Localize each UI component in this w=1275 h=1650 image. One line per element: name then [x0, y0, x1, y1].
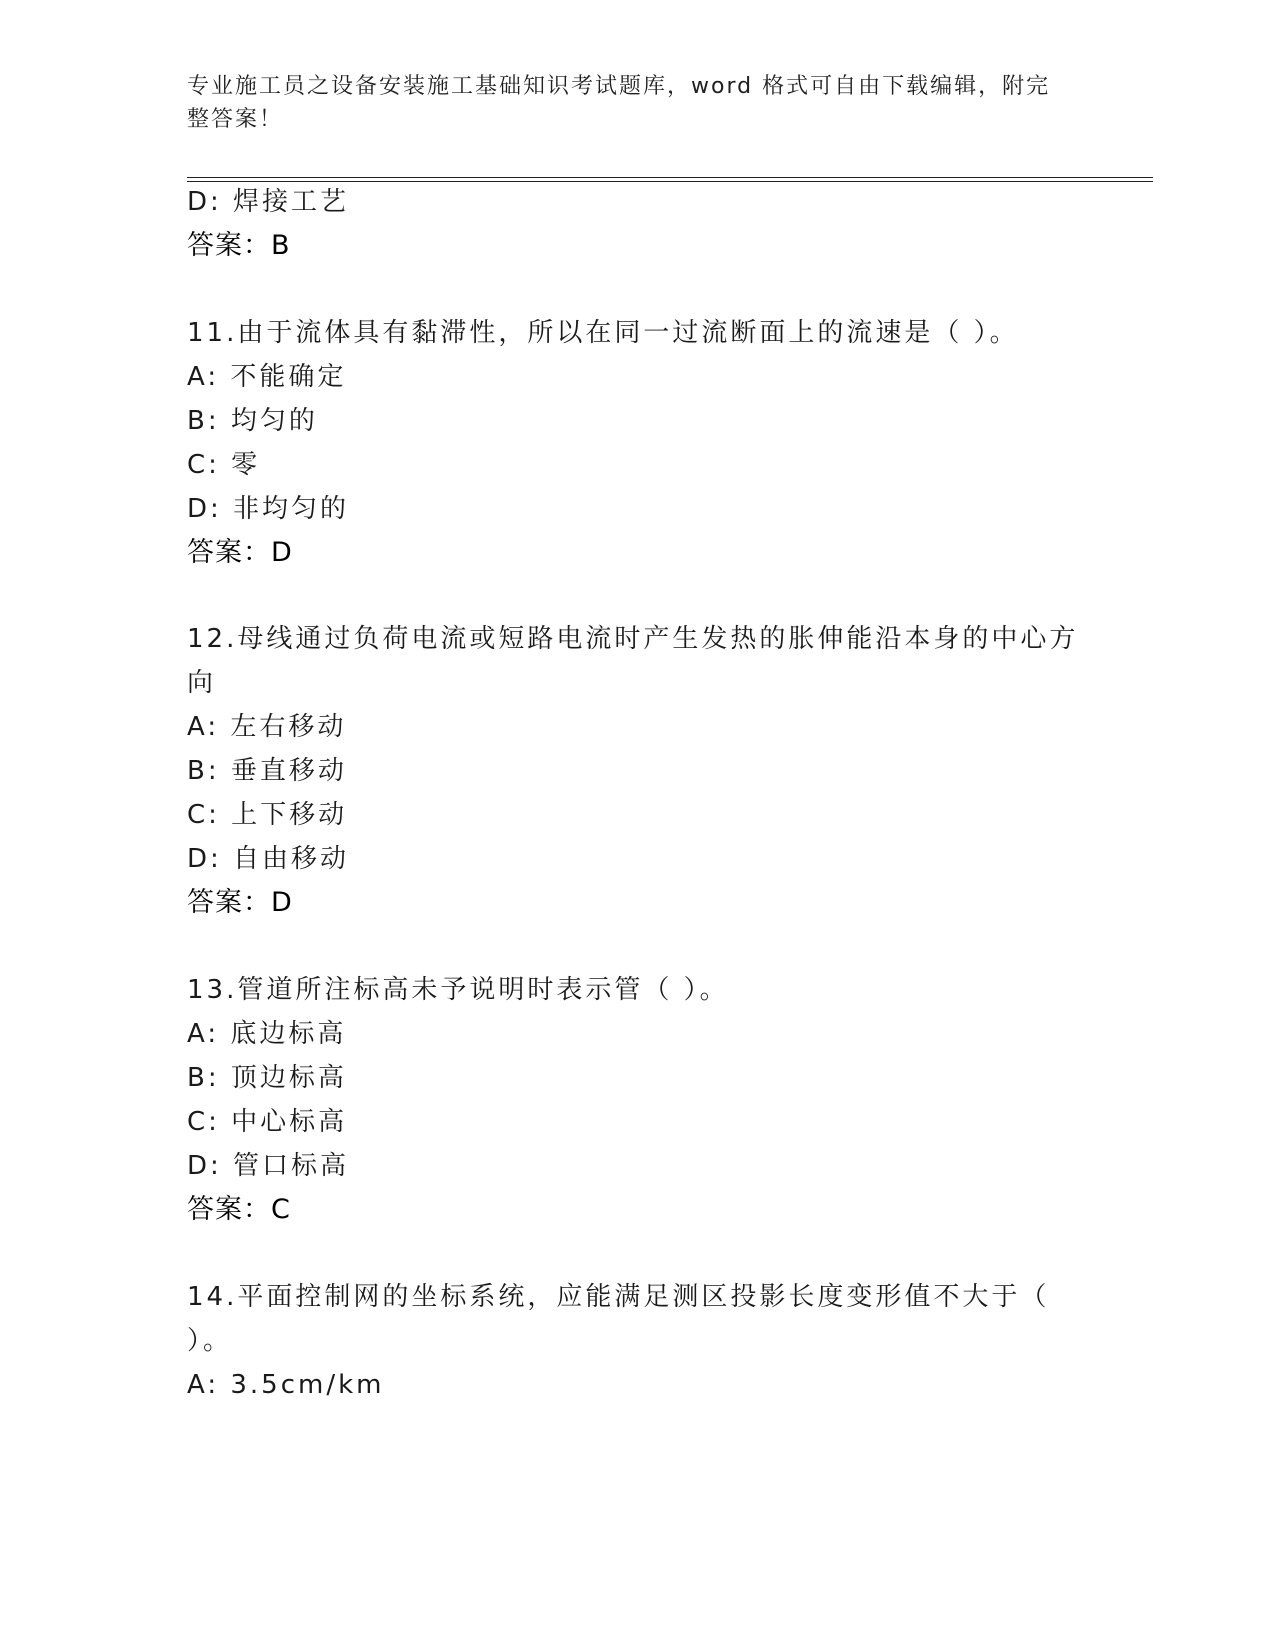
- q12-option-a: A: 左右移动: [187, 712, 347, 742]
- q12-option-c: C: 上下移动: [187, 800, 348, 830]
- q13-option-b: B: 顶边标高: [187, 1063, 347, 1093]
- q11-option-a: A: 不能确定: [187, 362, 347, 392]
- q10-option-d: D: 焊接工艺: [187, 187, 350, 217]
- q12-stem-line2: 向: [187, 668, 217, 698]
- q14-option-a: A: 3.5cm/km: [187, 1370, 385, 1400]
- header-divider: [187, 177, 1153, 182]
- q11-stem: 11.由于流体具有黏滞性，所以在同一过流断面上的流速是（ ）。: [187, 318, 1019, 348]
- q13-stem: 13.管道所注标高未予说明时表示管（ ）。: [187, 975, 729, 1005]
- q13-option-d: D: 管口标高: [187, 1151, 350, 1181]
- q10-answer: 答案：B: [187, 230, 291, 261]
- document-header: 专业施工员之设备安装施工基础知识考试题库，word 格式可自由下载编辑，附完整答案！: [187, 74, 1051, 132]
- q11-answer: 答案：D: [187, 537, 293, 568]
- q11-option-d: D: 非均匀的: [187, 494, 350, 524]
- q14-stem-line2: ）。: [187, 1326, 233, 1356]
- q13-option-a: A: 底边标高: [187, 1019, 347, 1049]
- q14-stem-line1: 14.平面控制网的坐标系统，应能满足测区投影长度变形值不大于（: [187, 1282, 1050, 1312]
- q11-option-b: B: 均匀的: [187, 406, 318, 436]
- q12-stem-line1: 12.母线通过负荷电流或短路电流时产生发热的胀伸能沿本身的中心方: [187, 624, 1079, 654]
- q12-option-d: D: 自由移动: [187, 844, 350, 874]
- q13-answer: 答案：C: [187, 1194, 291, 1225]
- q13-option-c: C: 中心标高: [187, 1107, 348, 1137]
- q12-option-b: B: 垂直移动: [187, 756, 347, 786]
- q12-answer: 答案：D: [187, 887, 293, 918]
- q11-option-c: C: 零: [187, 450, 261, 480]
